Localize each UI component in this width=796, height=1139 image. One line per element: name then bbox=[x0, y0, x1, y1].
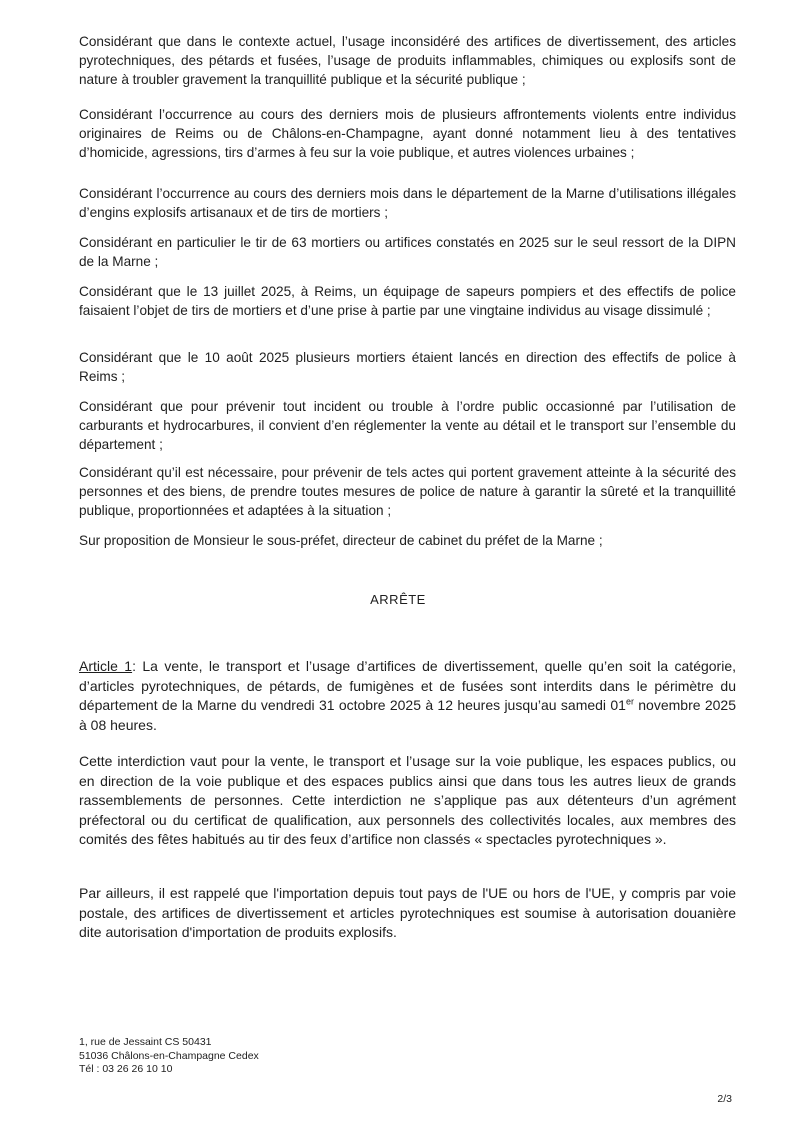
considerant-paragraph-7: Considérant que pour prévenir tout incident ou trouble à l’ordre public occasionné par l’utilisation de carburants et hydrocarbures, il convient d’en réglementer la vente au détail et le transport sur l’ensemble du département ; bbox=[79, 399, 736, 452]
article-1-label: Article 1 bbox=[79, 658, 133, 674]
considerant-paragraph-2: Considérant l’occurrence au cours des derniers mois de plusieurs affrontements violents entre individus originaires de Reims ou de Châlons-en-Champagne, ayant donné notamment lieu à des tentatives d’homicide, agressions, tirs d’armes à feu sur la voie publique, et autres violences urbaines ; bbox=[79, 107, 736, 160]
considerant-paragraph-1: Considérant que dans le contexte actuel, l’usage inconsidéré des artifices de divertissement, des articles pyrotechniques, des pétards et fusées, l’usage de produits inflammables, chimiques ou explosifs sont de nature à troubler gravement la tranquillité publique et la sécurité publique ; bbox=[79, 34, 736, 87]
footer-city: 51036 Châlons-en-Champagne Cedex bbox=[79, 1049, 259, 1062]
considerant-paragraph-6: Considérant que le 10 août 2025 plusieurs mortiers étaient lancés en direction des effectifs de police à Reims ; bbox=[79, 350, 736, 384]
article-1-superscript: er bbox=[625, 696, 634, 707]
proposition-paragraph: Sur proposition de Monsieur le sous-préfet, directeur de cabinet du préfet de la Marne ; bbox=[79, 533, 603, 548]
considerant-paragraph-5: Considérant que le 13 juillet 2025, à Reims, un équipage de sapeurs pompiers et des effectifs de police faisaient l’objet de tirs de mortiers et d’une prise à partie par une vingtaine individus au visage dissimulé ; bbox=[79, 284, 736, 318]
article-1-colon: : bbox=[132, 658, 136, 674]
article-1-paragraph bbox=[79, 657, 736, 735]
considerant-paragraph-8: Considérant qu’il est nécessaire, pour prévenir de tels actes qui portent gravement atteinte à la sécurité des personnes et des biens, de prendre toutes mesures de police de nature à garantir la sûreté et la tranquillité publique, proportionnées et adaptées à la situation ; bbox=[79, 465, 736, 518]
considerant-paragraph-3: Considérant l’occurrence au cours des derniers mois dans le département de la Marne d’utilisations illégales d’engins explosifs artisanaux et de tirs de mortiers ; bbox=[79, 186, 736, 220]
footer-phone: Tél : 03 26 26 10 10 bbox=[79, 1063, 173, 1075]
footer-address bbox=[79, 1036, 259, 1077]
article-1-text: La vente, le transport et l’usage d’artifices de divertissement, quelle qu’en soit la catégorie, d’articles pyrotechniques, de pétards, de fumigènes et de fusées sont interdits dans le périmètre du département de la Marne du vendredi 31 octobre 2025 à 12 heures jusqu’au samedi 01 bbox=[79, 658, 736, 713]
decision-title: ARRÊTE bbox=[370, 592, 426, 607]
article-1-text-end: novembre 2025 à 08 heures. bbox=[79, 697, 736, 733]
considerant-paragraph-4: Considérant en particulier le tir de 63 mortiers ou artifices constatés en 2025 sur le seul ressort de la DIPN de la Marne ; bbox=[79, 235, 736, 269]
footer-street: 1, rue de Jessaint CS 50431 bbox=[79, 1036, 212, 1048]
importation-paragraph: Par ailleurs, il est rappelé que l'importation depuis tout pays de l'UE ou hors de l'UE, y compris par voie postale, des artifices de divertissement et articles pyrotechniques est soumise à autorisation douanière dite autorisation d'importation de produits explosifs. bbox=[79, 885, 736, 940]
interdiction-paragraph: Cette interdiction vaut pour la vente, le transport et l’usage sur la voie publique, les espaces publics, ou en direction de la voie publique et des espaces publics ainsi que dans tous les autres lieux de grands rassemblements de personnes. Cette interdiction ne s’applique pas aux détenteurs d’un agrément préfectoral ou du certificat de qualification, aux personnels des collectivités locales, aux membres des comités des fêtes habitués au tir des feux d’artifice non classés « spectacles pyrotechniques ». bbox=[79, 753, 736, 847]
page-number: 2/3 bbox=[717, 1093, 732, 1105]
